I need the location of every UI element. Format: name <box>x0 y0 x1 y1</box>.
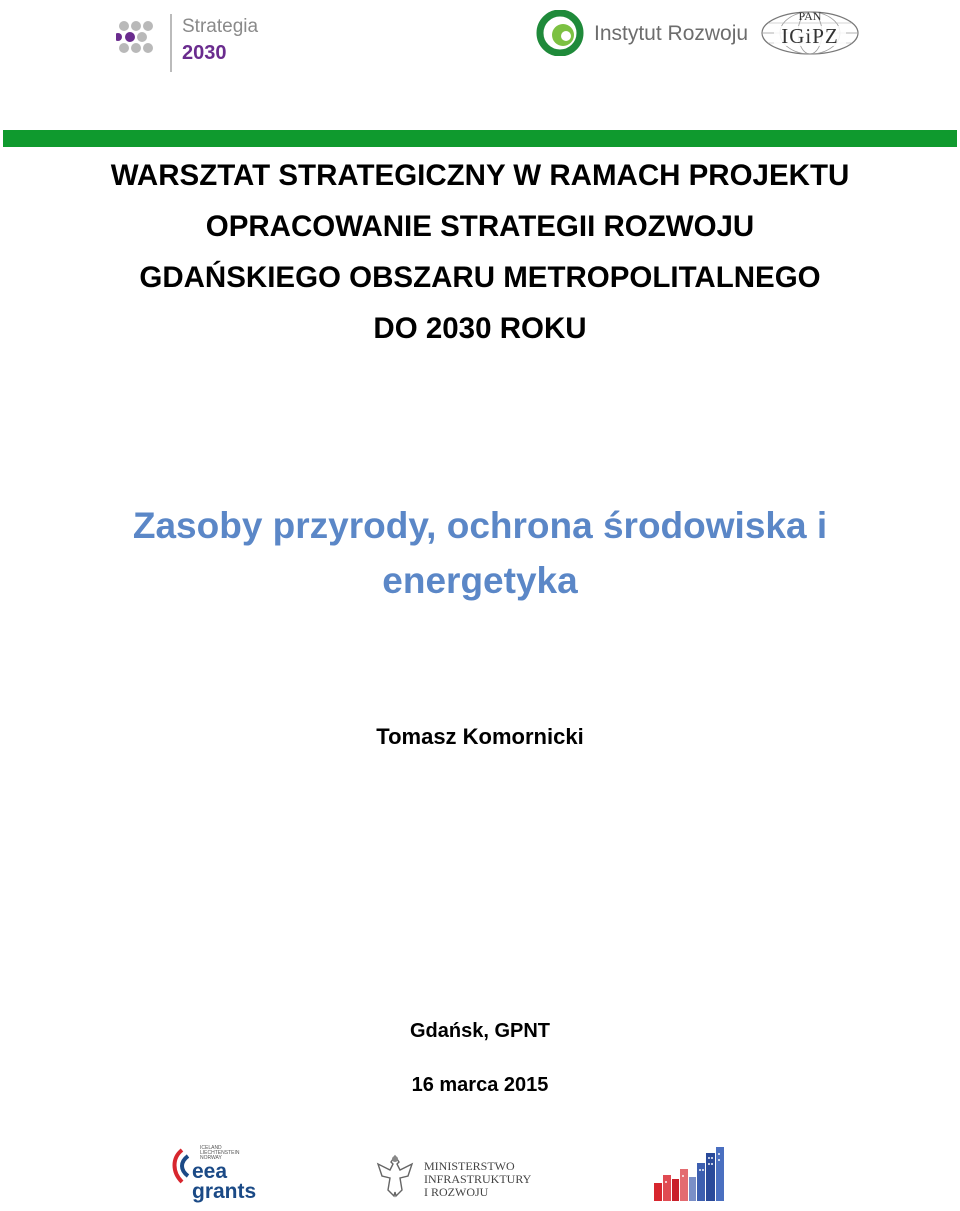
eea-countries <box>200 1146 239 1161</box>
document-title <box>0 150 960 354</box>
eea-country-label: LIECHTENSTEIN <box>200 1150 240 1156</box>
event-place: Gdańsk, GPNT <box>409 1020 551 1042</box>
grants-word: grants <box>192 1180 257 1203</box>
strategia-logo-text: Strategia <box>182 16 259 37</box>
title-line: WARSZTAT STRATEGICZNY W RAMACH PROJEKTU <box>110 159 850 192</box>
subtitle-line: Zasoby przyrody, ochrona środowiska i <box>132 505 828 546</box>
strategia-logo-year: 2030 <box>182 42 227 64</box>
author-name: Tomasz Komornicki <box>376 724 584 749</box>
pan-logo-text: PAN <box>798 9 822 23</box>
instytut-rozwoju-logo <box>536 10 749 58</box>
eea-grants-logo <box>166 1144 266 1206</box>
header-divider-bar <box>3 130 957 147</box>
ministry-line: INFRASTRUKTURY <box>424 1172 532 1186</box>
eea-flame-icon <box>168 1148 194 1184</box>
eea-word: eea <box>192 1160 228 1183</box>
skyline-icon <box>652 1145 726 1203</box>
event-date: 16 marca 2015 <box>411 1074 549 1096</box>
instytut-logo-text: Instytut Rozwoju <box>594 22 749 45</box>
document-subtitle <box>0 498 960 608</box>
instytut-swirl-icon <box>536 10 584 56</box>
igipz-logo-text: IGiPZ <box>781 24 839 48</box>
ministry-line: I ROZWOJU <box>424 1185 489 1199</box>
ministry-logo <box>374 1150 534 1202</box>
eea-country-label: NORWAY <box>200 1155 222 1161</box>
eagle-emblem-icon <box>374 1152 416 1200</box>
subtitle-line: energetyka <box>382 560 578 601</box>
ministry-line: MINISTERSTWO <box>424 1159 515 1173</box>
title-line: DO 2030 ROKU <box>373 312 587 345</box>
title-line: GDAŃSKIEGO OBSZARU METROPOLITALNEGO <box>139 261 821 294</box>
strategia-2030-logo <box>112 8 262 74</box>
pan-igipz-logo <box>760 8 860 58</box>
logo-divider <box>170 14 172 72</box>
city-skyline-logo <box>652 1145 726 1203</box>
eea-country-label: ICELAND <box>200 1145 222 1151</box>
strategia-mark-icon <box>116 18 156 62</box>
title-line: OPRACOWANIE STRATEGII ROZWOJU <box>205 210 755 243</box>
